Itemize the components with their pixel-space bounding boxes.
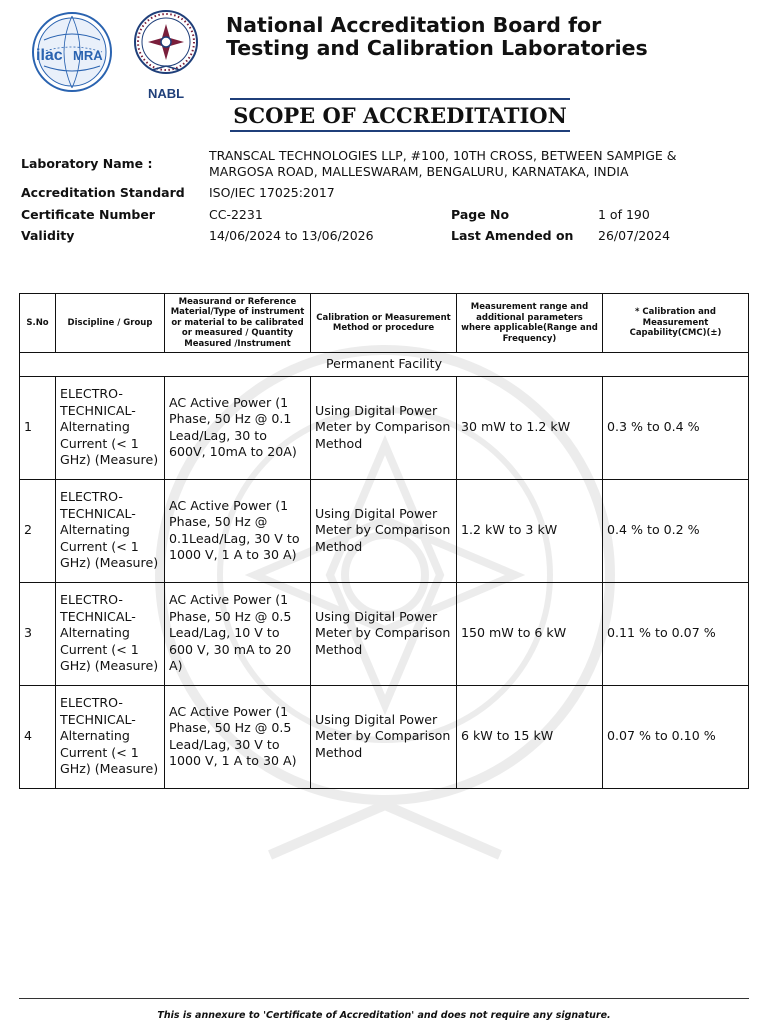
scope-title-box bbox=[230, 98, 570, 132]
scope-title: SCOPE OF ACCREDITATION bbox=[233, 103, 567, 128]
org-title-line-2: Testing and Calibration Laboratories bbox=[226, 36, 648, 60]
cell-sno: 3 bbox=[20, 582, 56, 685]
footer-note: This is annexure to 'Certificate of Accreditation' and does not require any signature. bbox=[157, 1010, 611, 1021]
cell-sno: 4 bbox=[20, 685, 56, 788]
lab-name-line-2: MARGOSA ROAD, MALLESWARAM, BENGALURU, KARNATAKA, INDIA bbox=[209, 164, 629, 179]
lab-name-line-1: TRANSCAL TECHNOLOGIES LLP, #100, 10TH CROSS, BETWEEN SAMPIGE & bbox=[209, 148, 677, 163]
footer-divider bbox=[19, 998, 749, 999]
table-row bbox=[20, 376, 749, 479]
amended-value: 26/07/2024 bbox=[598, 228, 671, 243]
cell-method: Using Digital Power Meter by Comparison Method bbox=[311, 376, 457, 479]
header-discipline: Discipline / Group bbox=[56, 294, 165, 353]
cell-range: 30 mW to 1.2 kW bbox=[457, 376, 603, 479]
certificate-value: CC-2231 bbox=[209, 207, 263, 222]
org-title-line-1: National Accreditation Board for bbox=[226, 13, 602, 37]
cell-measurand: AC Active Power (1 Phase, 50 Hz @ 0.5 Lead/Lag, 10 V to 600 V, 30 mA to 20 A) bbox=[165, 582, 311, 685]
lab-name-label: Laboratory Name : bbox=[21, 156, 153, 171]
cell-discipline: ELECTRO-TECHNICAL-Alternating Current (< 1 GHz) (Measure) bbox=[56, 582, 165, 685]
ilac-mra-logo bbox=[30, 10, 114, 94]
header-sno: S.No bbox=[20, 294, 56, 353]
cell-measurand: AC Active Power (1 Phase, 50 Hz @ 0.5 Lead/Lag, 30 V to 1000 V, 1 A to 30 A) bbox=[165, 685, 311, 788]
nabl-logo bbox=[130, 8, 202, 104]
header-cmc: * Calibration and Measurement Capability(CMC)(±) bbox=[603, 294, 749, 353]
nabl-text: NABL bbox=[147, 86, 185, 101]
cell-cmc: 0.11 % to 0.07 % bbox=[603, 582, 749, 685]
header-method: Calibration or Measurement Method or procedure bbox=[311, 294, 457, 353]
table-row bbox=[20, 685, 749, 788]
cell-range: 6 kW to 15 kW bbox=[457, 685, 603, 788]
cell-discipline: ELECTRO-TECHNICAL-Alternating Current (< 1 GHz) (Measure) bbox=[56, 479, 165, 582]
amended-label: Last Amended on bbox=[451, 228, 574, 243]
facility-row bbox=[20, 353, 749, 377]
standard-label: Accreditation Standard bbox=[21, 185, 185, 200]
cell-measurand: AC Active Power (1 Phase, 50 Hz @ 0.1Lead/Lag, 30 V to 1000 V, 1 A to 30 A) bbox=[165, 479, 311, 582]
cell-sno: 1 bbox=[20, 376, 56, 479]
standard-value: ISO/IEC 17025:2017 bbox=[209, 185, 335, 200]
cell-discipline: ELECTRO-TECHNICAL-Alternating Current (< 1 GHz) (Measure) bbox=[56, 685, 165, 788]
cell-method: Using Digital Power Meter by Comparison Method bbox=[311, 685, 457, 788]
mra-text: MRA bbox=[73, 48, 103, 63]
ilac-text: ilac bbox=[36, 47, 63, 64]
validity-value: 14/06/2024 to 13/06/2026 bbox=[209, 228, 374, 243]
table-header-row bbox=[20, 294, 749, 353]
cell-method: Using Digital Power Meter by Comparison Method bbox=[311, 582, 457, 685]
cell-method: Using Digital Power Meter by Comparison Method bbox=[311, 479, 457, 582]
cell-cmc: 0.3 % to 0.4 % bbox=[603, 376, 749, 479]
cell-sno: 2 bbox=[20, 479, 56, 582]
table-row bbox=[20, 582, 749, 685]
header-measurand: Measurand or Reference Material/Type of instrument or material to be calibrated or measured / Quantity Measured /Instrument bbox=[165, 294, 311, 353]
cell-range: 1.2 kW to 3 kW bbox=[457, 479, 603, 582]
cell-range: 150 mW to 6 kW bbox=[457, 582, 603, 685]
table-row bbox=[20, 479, 749, 582]
validity-label: Validity bbox=[21, 228, 75, 243]
cell-cmc: 0.07 % to 0.10 % bbox=[603, 685, 749, 788]
certificate-label: Certificate Number bbox=[21, 207, 155, 222]
page-label: Page No bbox=[451, 207, 510, 222]
header-range: Measurement range and additional parameters where applicable(Range and Frequency) bbox=[457, 294, 603, 353]
organization-title bbox=[226, 14, 648, 60]
cell-measurand: AC Active Power (1 Phase, 50 Hz @ 0.1 Lead/Lag, 30 to 600V, 10mA to 20A) bbox=[165, 376, 311, 479]
lab-name-value bbox=[209, 148, 677, 180]
facility-label: Permanent Facility bbox=[20, 353, 749, 377]
scope-table bbox=[19, 293, 749, 789]
cell-discipline: ELECTRO-TECHNICAL-Alternating Current (< 1 GHz) (Measure) bbox=[56, 376, 165, 479]
cell-cmc: 0.4 % to 0.2 % bbox=[603, 479, 749, 582]
page-value: 1 of 190 bbox=[598, 207, 650, 222]
